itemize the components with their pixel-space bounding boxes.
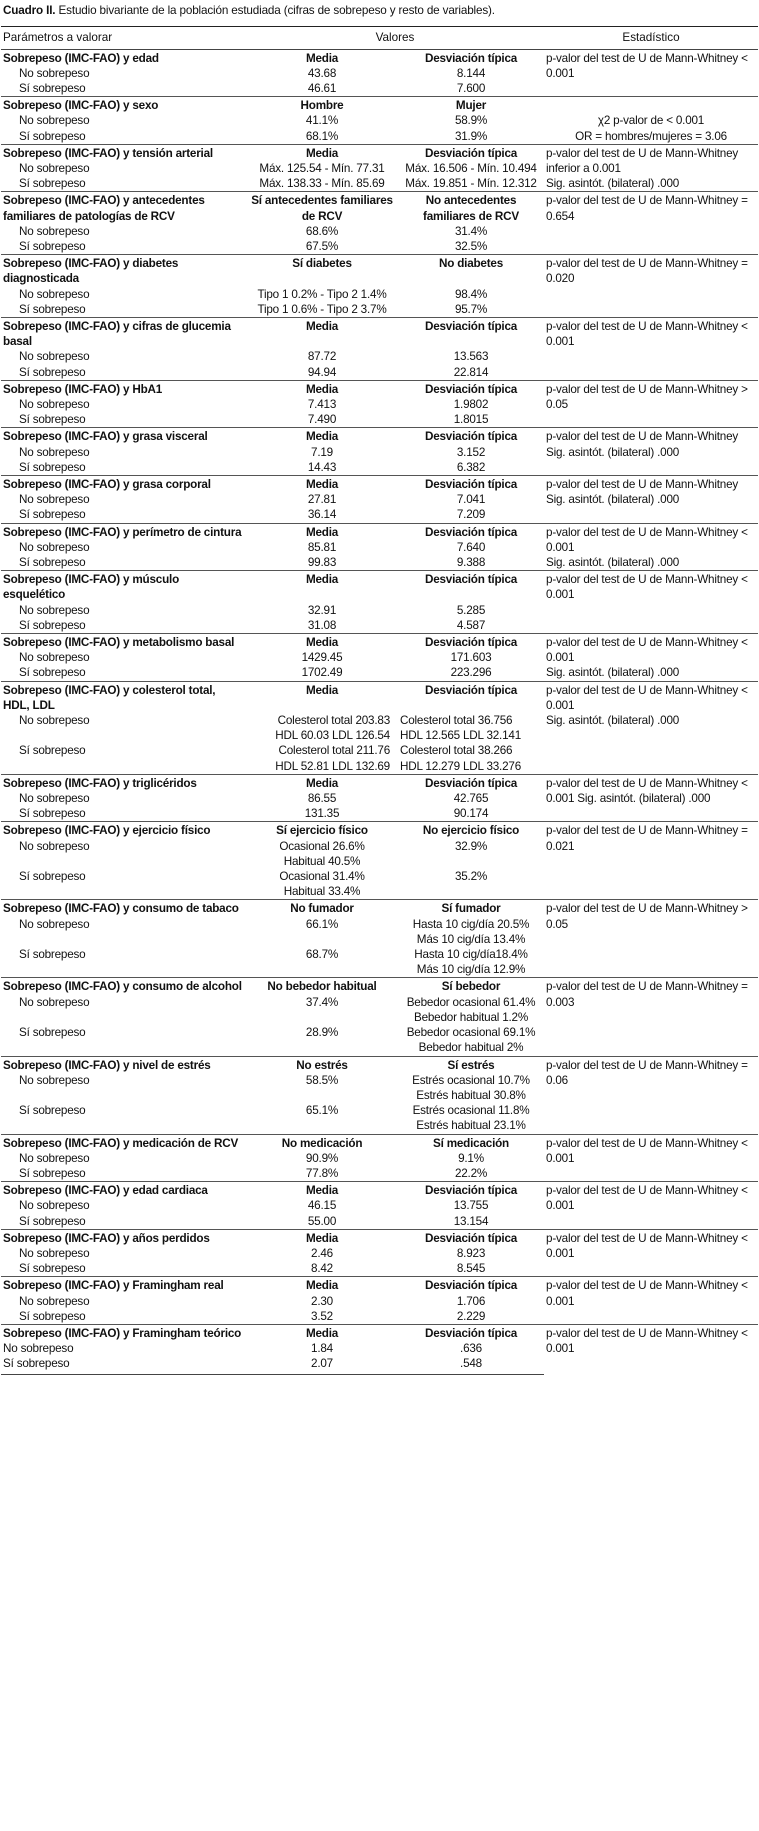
section-header-row: [1, 1324, 758, 1341]
row-label: Sí sobrepeso: [19, 365, 86, 379]
row-value-2: 31.9%: [454, 129, 488, 143]
section-value-heading-1: Media: [246, 1182, 398, 1199]
section-title: Sobrepeso (IMC-FAO) y metabolismo basal: [1, 634, 246, 651]
row-value-1: Máx. 138.33 - Mín. 85.69: [259, 177, 385, 191]
row-value-2: 8.923: [456, 1246, 486, 1260]
row-label: Sí sobrepeso: [19, 807, 86, 821]
section-title: Sobrepeso (IMC-FAO) y Framingham teórico: [1, 1324, 246, 1341]
section-value-heading-1: Sí antecedentes familiares de RCV: [246, 192, 398, 224]
section-value-heading-1: Media: [246, 681, 398, 713]
section-statistic: p-valor del test de U de Mann-Whitney > 0.05: [544, 900, 758, 978]
section-title: Sobrepeso (IMC-FAO) y colesterol total, HDL, LDL: [1, 681, 246, 713]
section-title: Sobrepeso (IMC-FAO) y consumo de alcohol: [1, 978, 246, 995]
row-value-2: 13.154: [453, 1214, 489, 1228]
section-value-heading-2: Desviación típica: [398, 380, 544, 397]
section-value-heading-2: Desviación típica: [398, 634, 544, 651]
row-value-2: 9.388: [456, 556, 486, 569]
row-value-2: 58.9%: [454, 114, 488, 128]
section-statistic: p-valor del test de U de Mann-Whitney = 0.003: [544, 978, 758, 1056]
section-value-heading-1: Media: [246, 1277, 398, 1294]
row-value-2: Estrés ocasional 11.8% Estrés habitual 23.1%: [412, 1104, 530, 1133]
caption-label: Cuadro II.: [3, 4, 56, 17]
row-value-2: 22.2%: [454, 1166, 488, 1180]
table-header-row: [1, 27, 758, 49]
row-value-2: 98.4%: [454, 287, 488, 301]
row-label: Sí sobrepeso: [19, 618, 86, 632]
section-value-heading-1: Sí ejercicio físico: [246, 822, 398, 839]
row-label: No sobrepeso: [19, 1199, 90, 1213]
row-label: Sí sobrepeso: [19, 413, 86, 427]
row-value-1: 99.83: [307, 556, 337, 569]
row-value-1: 32.91: [307, 603, 337, 617]
section-statistic: p-valor del test de U de Mann-Whitney < 0.001 Sig. asintót. (bilateral) .000: [544, 634, 758, 682]
section-value-heading-2: No ejercicio físico: [398, 822, 544, 839]
row-value-1: Ocasional 26.6% Habitual 40.5%: [279, 839, 365, 868]
row-label: Sí sobrepeso: [19, 81, 86, 95]
row-value-1: 2.46: [311, 1246, 333, 1260]
row-value-1: 2.07: [246, 1356, 398, 1374]
row-label: No sobrepeso: [19, 1294, 90, 1308]
row-label: Sí sobrepeso: [19, 948, 86, 962]
row-label: Sí sobrepeso: [19, 744, 86, 758]
section-header-row: [1, 1277, 758, 1294]
section-title: Sobrepeso (IMC-FAO) y Framingham real: [1, 1277, 246, 1294]
section-value-heading-2: Desviación típica: [398, 1324, 544, 1341]
section-header-row: [1, 1229, 758, 1246]
row-label: No sobrepeso: [19, 839, 90, 853]
section-value-heading-1: Media: [246, 317, 398, 349]
row-value-1: 46.15: [307, 1199, 337, 1213]
row-label: No sobrepeso: [19, 1073, 90, 1087]
row-label: No sobrepeso: [19, 792, 90, 806]
section-statistic: p-valor del test de U de Mann-Whitney > 0.05: [544, 380, 758, 428]
row-value-1: 31.08: [307, 618, 337, 632]
row-label: No sobrepeso: [19, 224, 90, 238]
row-value-2: 7.209: [456, 508, 486, 522]
row-value-1: 68.7%: [305, 948, 339, 962]
section-title: Sobrepeso (IMC-FAO) y ejercicio físico: [1, 822, 246, 839]
row-value-1: Tipo 1 0.2% - Tipo 2 1.4%: [257, 287, 387, 301]
row-value-2: 8.144: [456, 66, 486, 80]
section-value-heading-2: Sí fumador: [398, 900, 544, 917]
section-title: Sobrepeso (IMC-FAO) y perímetro de cintura: [1, 523, 246, 540]
row-label: Sí sobrepeso: [19, 239, 86, 253]
section-header-row: [1, 634, 758, 651]
section-value-heading-1: Media: [246, 571, 398, 603]
section-title: Sobrepeso (IMC-FAO) y nivel de estrés: [1, 1056, 246, 1073]
row-label: Sí sobrepeso: [19, 1166, 86, 1180]
row-label: Sí sobrepeso: [19, 556, 86, 569]
table-body: [1, 49, 758, 1374]
row-label: Sí sobrepeso: [1, 1356, 246, 1374]
section-header-row: [1, 523, 758, 540]
section-statistic: p-valor del test de U de Mann-Whitney < 0.001: [544, 1229, 758, 1277]
section-statistic: p-valor del test de U de Mann-Whitney < 0.001: [544, 1324, 758, 1374]
section-value-heading-2: Sí medicación: [398, 1134, 544, 1151]
row-label: No sobrepeso: [19, 397, 90, 411]
table-caption: [1, 0, 758, 24]
section-header-row: [1, 428, 758, 445]
row-value-1: 7.413: [307, 397, 337, 411]
results-table: [1, 27, 758, 1375]
row-value-2: 95.7%: [454, 302, 488, 316]
caption-text: Estudio bivariante de la población estudiada (cifras de sobrepeso y resto de variables).: [55, 4, 495, 17]
section-statistic: p-valor del test de U de Mann-Whitney < 0.001: [544, 1277, 758, 1325]
section-statistic: χ2 p-valor de < 0.001 OR = hombres/mujeres = 3.06: [544, 97, 758, 145]
row-value-2: 8.545: [456, 1262, 486, 1276]
row-value-1: 85.81: [307, 540, 337, 554]
section-title: Sobrepeso (IMC-FAO) y cifras de glucemia basal: [1, 317, 246, 349]
row-label: No sobrepeso: [19, 540, 90, 554]
section-value-heading-2: Sí estrés: [398, 1056, 544, 1073]
row-value-2: 7.600: [456, 81, 486, 95]
section-title: Sobrepeso (IMC-FAO) y músculo esquelético: [1, 571, 246, 603]
row-value-2: .636: [460, 1342, 482, 1356]
section-value-heading-2: Mujer: [398, 97, 544, 114]
section-title: Sobrepeso (IMC-FAO) y años perdidos: [1, 1229, 246, 1246]
row-value-2: Hasta 10 cig/día18.4% Más 10 cig/día 12.9%: [414, 948, 528, 977]
section-value-heading-2: Desviación típica: [398, 1229, 544, 1246]
row-label: No sobrepeso: [19, 287, 90, 301]
section-value-heading-2: No antecedentes familiares de RCV: [398, 192, 544, 224]
row-value-2: 4.587: [456, 618, 486, 632]
section-statistic: p-valor del test de U de Mann-Whitney < 0.001: [544, 571, 758, 634]
section-header-row: [1, 822, 758, 839]
row-value-1: 131.35: [304, 807, 340, 821]
row-value-1: 1702.49: [301, 666, 343, 680]
row-label: No sobrepeso: [19, 917, 90, 931]
section-title: Sobrepeso (IMC-FAO) y edad: [3, 51, 159, 65]
section-statistic: p-valor del test de U de Mann-Whitney Sig. asintót. (bilateral) .000: [544, 428, 758, 476]
row-value-1: 86.55: [307, 792, 337, 806]
row-value-1: 66.1%: [305, 917, 339, 931]
row-value-2: 3.152: [456, 445, 486, 459]
section-title: Sobrepeso (IMC-FAO) y diabetes diagnosticada: [1, 255, 246, 287]
section-value-heading-1: Media: [246, 380, 398, 397]
row-value-1: 90.9%: [305, 1151, 339, 1165]
section-statistic: p-valor del test de U de Mann-Whitney < 0.001: [544, 1182, 758, 1230]
row-label: No sobrepeso: [19, 493, 90, 507]
section-title: Sobrepeso (IMC-FAO) y triglicéridos: [1, 774, 246, 791]
row-value-2: Colesterol total 38.266 HDL 12.279 LDL 33.276: [400, 744, 521, 773]
row-value-2: 32.5%: [454, 239, 488, 253]
row-value-1: 1.84: [311, 1342, 333, 1356]
row-value-2: 13.755: [453, 1199, 489, 1213]
section-header-row: [1, 317, 758, 349]
row-label: No sobrepeso: [19, 350, 90, 364]
section-value-heading-1: No medicación: [246, 1134, 398, 1151]
row-value-2: 223.296: [450, 666, 492, 680]
section-value-heading-2: Desviación típica: [398, 144, 544, 161]
row-label: Sí sobrepeso: [19, 1026, 86, 1040]
row-label: No sobrepeso: [19, 66, 90, 80]
row-value-2: Máx. 16.506 - Mín. 10.494: [405, 161, 537, 175]
section-header-row: [1, 97, 758, 114]
section-statistic: p-valor del test de U de Mann-Whitney = 0.654: [544, 192, 758, 255]
row-value-1: 8.42: [311, 1262, 333, 1276]
row-label: Sí sobrepeso: [19, 129, 86, 143]
row-label: No sobrepeso: [19, 714, 90, 728]
row-value-1: 68.1%: [305, 129, 339, 143]
row-label: Sí sobrepeso: [19, 1214, 86, 1228]
row-value-1: 67.5%: [305, 239, 339, 253]
row-label: No sobrepeso: [19, 445, 90, 459]
section-value-heading-1: Media: [246, 1229, 398, 1246]
section-header-row: [1, 380, 758, 397]
section-statistic: p-valor del test de U de Mann-Whitney < 0.001: [544, 1134, 758, 1182]
section-statistic: p-valor del test de U de Mann-Whitney < 0.001 Sig. asintót. (bilateral) .000: [544, 774, 758, 822]
section-header-row: [1, 1134, 758, 1151]
row-label: No sobrepeso: [3, 1342, 74, 1356]
section-header-row: [1, 681, 758, 713]
section-value-heading-1: No estrés: [246, 1056, 398, 1073]
row-value-1: 65.1%: [305, 1104, 339, 1118]
section-title: Sobrepeso (IMC-FAO) y sexo: [1, 97, 246, 114]
row-value-2: 1.8015: [453, 413, 489, 427]
row-value-2: Hasta 10 cig/día 20.5% Más 10 cig/día 13.4%: [412, 917, 530, 946]
section-value-heading-2: Desviación típica: [398, 523, 544, 540]
section-value-heading-1: Media: [246, 144, 398, 161]
section-title: Sobrepeso (IMC-FAO) y tensión arterial: [1, 144, 246, 161]
section-value-heading-1: Media: [305, 51, 339, 65]
section-title: Sobrepeso (IMC-FAO) y grasa visceral: [1, 428, 246, 445]
row-value-2: 1.9802: [453, 397, 489, 411]
row-value-1: 37.4%: [305, 995, 339, 1009]
section-header-row: [1, 1182, 758, 1199]
row-label: No sobrepeso: [19, 651, 90, 665]
row-value-2: 32.9%: [454, 839, 488, 853]
row-value-1: 41.1%: [305, 114, 339, 128]
section-statistic: p-valor del test de U de Mann-Whitney = 0.020: [544, 255, 758, 318]
row-label: Sí sobrepeso: [19, 1104, 86, 1118]
section-header-row: [1, 1056, 758, 1073]
section-header-row: [1, 475, 758, 492]
section-statistic: p-valor del test de U de Mann-Whitney inferior a 0.001 Sig. asintót. (bilateral) .000: [544, 144, 758, 192]
row-value-2: 22.814: [453, 365, 489, 379]
row-value-1: 43.68: [307, 66, 337, 80]
row-value-2: 1.706: [456, 1294, 486, 1308]
section-statistic: p-valor del test de U de Mann-Whitney < 0.001: [546, 51, 748, 80]
section-value-heading-1: No bebedor habitual: [246, 978, 398, 995]
section-value-heading-1: Media: [246, 1324, 398, 1341]
section-statistic: p-valor del test de U de Mann-Whitney = 0.06: [544, 1056, 758, 1134]
section-value-heading-2: Desviación típica: [398, 681, 544, 713]
row-value-1: Colesterol total 211.76 HDL 52.81 LDL 132.69: [275, 744, 390, 773]
row-value-2: Colesterol total 36.756 HDL 12.565 LDL 32.141: [400, 714, 521, 743]
row-value-1: 36.14: [307, 508, 337, 522]
section-value-heading-2: Sí bebedor: [398, 978, 544, 995]
section-value-heading-2: Desviación típica: [398, 571, 544, 603]
row-value-1: 7.19: [311, 445, 333, 459]
row-value-2: 7.640: [456, 540, 486, 554]
section-value-heading-2: Desviación típica: [398, 475, 544, 492]
row-value-2: Bebedor ocasional 61.4% Bebedor habitual 1.2%: [406, 995, 536, 1024]
section-header-row: [1, 49, 758, 66]
table-caption-row: [1, 0, 758, 27]
row-value-1: Colesterol total 203.83 HDL 60.03 LDL 126.54: [275, 714, 390, 743]
column-header-statistic: Estadístico: [544, 27, 758, 49]
row-value-1: 27.81: [307, 493, 337, 507]
column-header-values: Valores: [246, 27, 544, 49]
row-value-2: 9.1%: [458, 1151, 484, 1165]
row-label: Sí sobrepeso: [19, 666, 86, 680]
section-title: Sobrepeso (IMC-FAO) y consumo de tabaco: [1, 900, 246, 917]
section-header-row: [1, 571, 758, 603]
row-value-1: 68.6%: [305, 224, 339, 238]
row-value-2: 13.563: [453, 350, 489, 364]
row-value-1: 14.43: [307, 460, 337, 474]
row-value-1: 87.72: [307, 350, 337, 364]
section-title: Sobrepeso (IMC-FAO) y grasa corporal: [1, 475, 246, 492]
section-value-heading-2: Desviación típica: [398, 428, 544, 445]
row-value-1: 55.00: [307, 1214, 337, 1228]
section-header-row: [1, 774, 758, 791]
section-statistic: p-valor del test de U de Mann-Whitney Sig. asintót. (bilateral) .000: [544, 475, 758, 523]
section-title: Sobrepeso (IMC-FAO) y medicación de RCV: [1, 1134, 246, 1151]
section-title: Sobrepeso (IMC-FAO) y edad cardiaca: [1, 1182, 246, 1199]
row-label: Sí sobrepeso: [19, 508, 86, 522]
section-statistic: p-valor del test de U de Mann-Whitney < 0.001 Sig. asintót. (bilateral) .000: [544, 681, 758, 774]
row-value-2: 7.041: [456, 493, 486, 507]
section-value-heading-2: Desviación típica: [398, 317, 544, 349]
row-value-2: 171.603: [450, 651, 492, 665]
section-title: Sobrepeso (IMC-FAO) y antecedentes familiares de patologías de RCV: [1, 192, 246, 224]
row-value-2: 35.2%: [454, 870, 488, 884]
row-label: Sí sobrepeso: [19, 177, 86, 191]
row-label: Sí sobrepeso: [19, 1309, 86, 1323]
section-value-heading-1: Media: [246, 774, 398, 791]
section-statistic: p-valor del test de U de Mann-Whitney < 0.001: [544, 317, 758, 380]
section-value-heading-1: Media: [246, 475, 398, 492]
section-value-heading-1: No fumador: [246, 900, 398, 917]
row-value-2: 2.229: [456, 1309, 486, 1323]
section-header-row: [1, 900, 758, 917]
row-value-1: 58.5%: [305, 1073, 339, 1087]
row-value-1: 2.30: [311, 1294, 333, 1308]
row-label: No sobrepeso: [19, 995, 90, 1009]
row-label: Sí sobrepeso: [19, 1262, 86, 1276]
row-label: No sobrepeso: [19, 1246, 90, 1260]
row-value-2: 90.174: [453, 807, 489, 821]
section-header-row: [1, 978, 758, 995]
section-value-heading-2: Desviación típica: [398, 1277, 544, 1294]
section-value-heading-1: Media: [246, 634, 398, 651]
row-label: Sí sobrepeso: [19, 460, 86, 474]
row-value-1: 77.8%: [305, 1166, 339, 1180]
section-title: Sobrepeso (IMC-FAO) y HbA1: [1, 380, 246, 397]
row-value-2: 5.285: [456, 603, 486, 617]
section-header-row: [1, 192, 758, 224]
row-value-1: 7.490: [307, 413, 337, 427]
row-value-1: 1429.45: [301, 651, 343, 665]
row-value-1: 28.9%: [305, 1026, 339, 1040]
section-value-heading-1: Sí diabetes: [246, 255, 398, 287]
row-value-2: 42.765: [453, 792, 489, 806]
section-value-heading-2: Desviación típica: [398, 1182, 544, 1199]
row-label: Sí sobrepeso: [19, 302, 86, 316]
row-value-1: 3.52: [311, 1309, 333, 1323]
row-label: No sobrepeso: [19, 1151, 90, 1165]
section-value-heading-2: Desviación típica: [398, 774, 544, 791]
section-header-row: [1, 255, 758, 287]
section-statistic: p-valor del test de U de Mann-Whitney = 0.021: [544, 822, 758, 900]
section-header-row: [1, 144, 758, 161]
row-label: No sobrepeso: [19, 114, 90, 128]
section-statistic: p-valor del test de U de Mann-Whitney < 0.001 Sig. asintót. (bilateral) .000: [544, 523, 758, 571]
row-value-2: .548: [398, 1356, 544, 1374]
row-value-1: Ocasional 31.4% Habitual 33.4%: [279, 870, 365, 899]
section-value-heading-2: Desviación típica: [424, 51, 518, 65]
row-value-1: Tipo 1 0.6% - Tipo 2 3.7%: [257, 302, 387, 316]
row-value-2: 6.382: [456, 460, 486, 474]
row-value-2: Bebedor ocasional 69.1% Bebedor habitual 2%: [406, 1026, 536, 1055]
row-label: No sobrepeso: [19, 161, 90, 175]
section-value-heading-1: Media: [246, 428, 398, 445]
row-label: No sobrepeso: [19, 603, 90, 617]
row-label: Sí sobrepeso: [19, 870, 86, 884]
column-header-parameters: Parámetros a valorar: [1, 27, 246, 49]
section-value-heading-1: Media: [246, 523, 398, 540]
row-value-1: 94.94: [307, 365, 337, 379]
section-value-heading-2: No diabetes: [398, 255, 544, 287]
row-value-1: Máx. 125.54 - Mín. 77.31: [259, 161, 385, 175]
section-value-heading-1: Hombre: [246, 97, 398, 114]
row-value-2: Máx. 19.851 - Mín. 12.312: [405, 177, 537, 191]
row-value-2: 31.4%: [454, 224, 488, 238]
row-value-1: 46.61: [307, 81, 337, 95]
row-value-2: Estrés ocasional 10.7% Estrés habitual 30.8%: [412, 1073, 530, 1102]
